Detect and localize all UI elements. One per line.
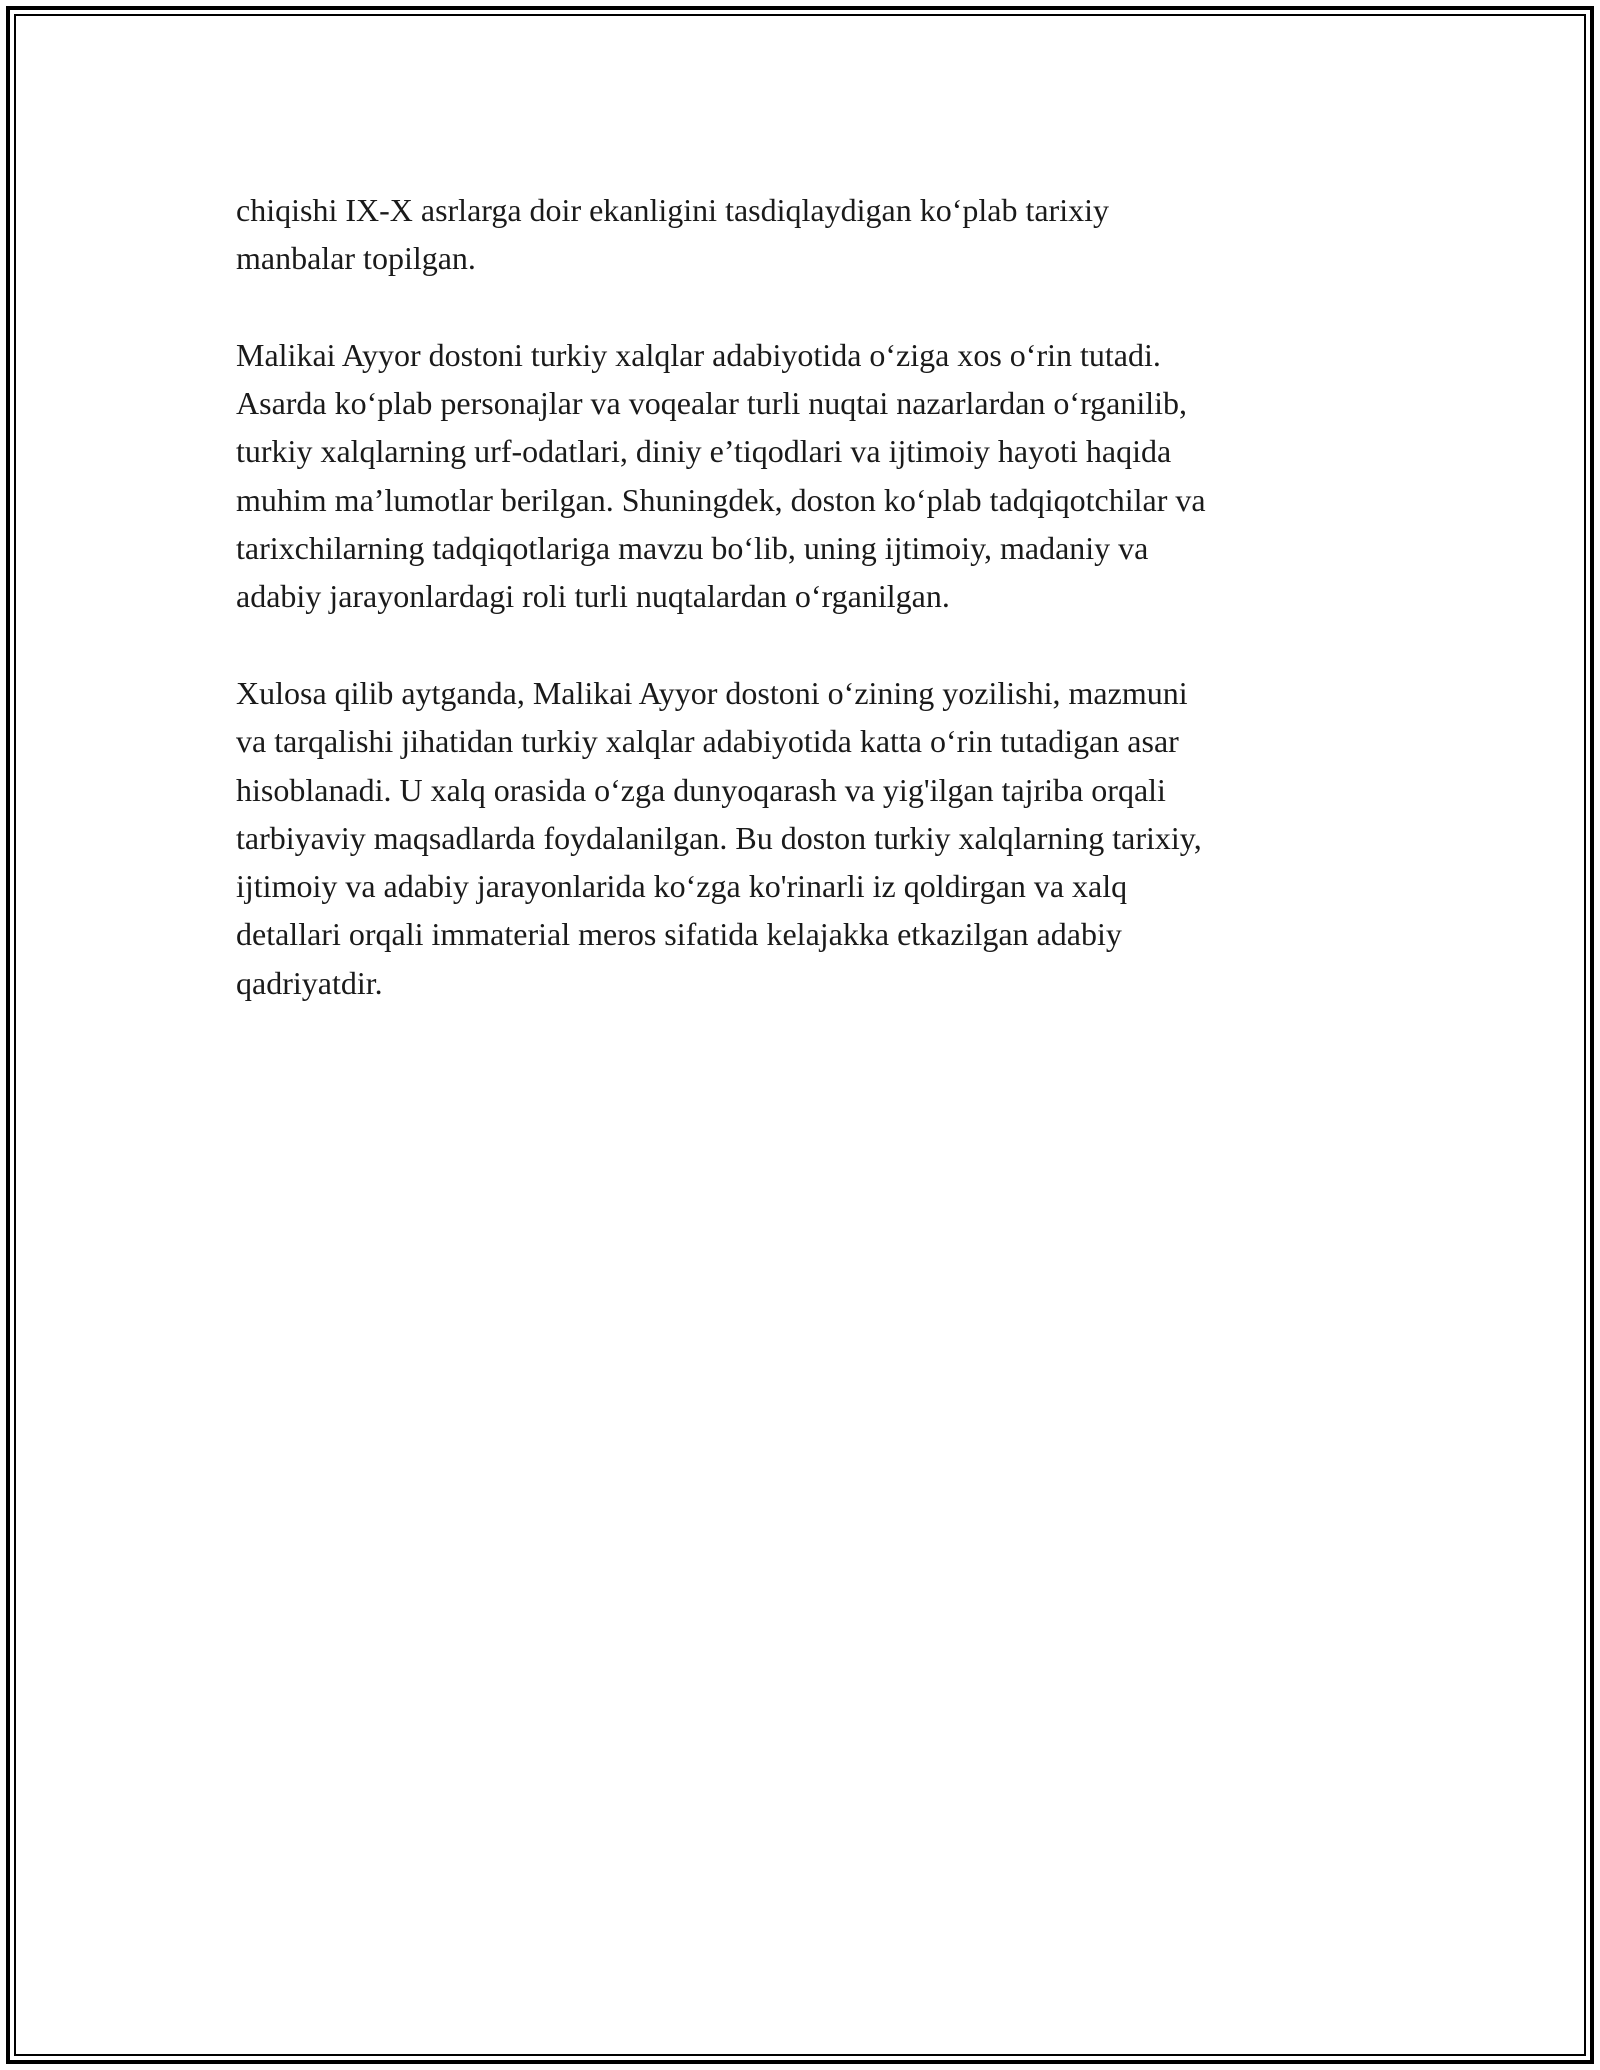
text-line: Malikai Ayyor dostoni turkiy xalqlar adabiyotida o‘ziga xos o‘rin tutadi. [236,336,1161,373]
text-line: qadriyatdir. [236,964,383,1001]
text-line: tarixchilarning tadqiqotlariga mavzu bo‘lib, uning ijtimoiy, madaniy va [236,530,1149,567]
text-line: detallari orqali immaterial meros sifatida kelajakka etkazilgan adabiy [236,916,1122,953]
text-line: Asarda ko‘plab personajlar va voqealar turli nuqtai nazarlardan o‘rganilib, [236,385,1188,422]
text-line: va tarqalishi jihatidan turkiy xalqlar adabiyotida katta o‘rin tutadigan asar [236,723,1179,760]
paragraph-1 [236,186,1366,283]
text-line: hisoblanadi. U xalq orasida o‘zga dunyoqarash va yig'ilgan tajriba orqali [236,771,1166,808]
text-line: chiqishi IX-X asrlarga doir ekanligini tasdiqlaydigan ko‘plab tarixiy [236,192,1109,228]
text-line: muhim ma’lumotlar berilgan. Shuningdek, doston ko‘plab tadqiqotchilar va [236,481,1206,518]
text-line: manbalar topilgan. [236,240,476,277]
text-line: ijtimoiy va adabiy jarayonlarida ko‘zga ko'rinarli iz qoldirgan va xalq [236,868,1128,905]
text-line: turkiy xalqlarning urf-odatlari, diniy e’tiqodlari va ijtimoiy hayoti haqida [236,433,1172,470]
document-body [236,186,1366,1007]
text-line: tarbiyaviy maqsadlarda foydalanilgan. Bu doston turkiy xalqlarning tarixiy, [236,819,1202,856]
paragraph-3 [236,669,1366,1007]
text-line: Xulosa qilib aytganda, Malikai Ayyor dostoni o‘zining yozilishi, mazmuni [236,674,1188,711]
text-line: adabiy jarayonlardagi roli turli nuqtalardan o‘rganilgan. [236,578,950,615]
paragraph-2 [236,331,1366,621]
